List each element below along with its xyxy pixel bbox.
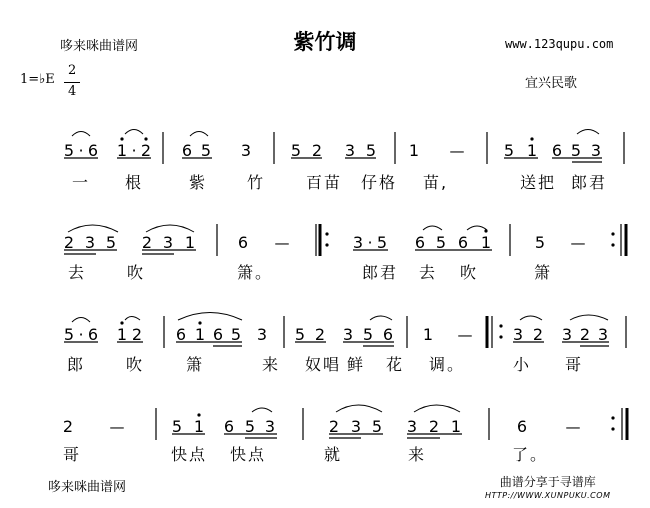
note-1-15: — [449, 142, 465, 160]
lyric-3-10: 哥 [565, 355, 584, 374]
lyric-1-1: 一 [72, 173, 91, 192]
note-1-12: 3 [344, 141, 356, 160]
note-1-11: 2 [311, 141, 323, 160]
lyric-2-7: 箫 [534, 263, 553, 282]
note-1-18: 6 [551, 141, 563, 160]
note-3-9: 5 [230, 325, 242, 344]
time-signature-bottom: 4 [68, 84, 77, 99]
octave-dot-1-17 [530, 137, 533, 140]
site-url[interactable]: www.123qupu.com [505, 37, 614, 51]
lyric-4-3: 快点 [230, 445, 267, 464]
note-2-17: — [570, 234, 586, 252]
note-3-19: 2 [532, 325, 544, 344]
note-4-5: 6 [223, 417, 235, 436]
slurs-line-4 [252, 405, 460, 412]
note-3-21: 2 [579, 325, 591, 344]
note-3-22: 3 [597, 325, 609, 344]
note-1-3: 6 [87, 141, 99, 160]
beams-line-4 [172, 434, 462, 438]
note-2-6: 1 [184, 233, 196, 252]
note-2-3: 5 [105, 233, 117, 252]
note-3-2: · [78, 325, 84, 344]
note-2-8: — [274, 234, 290, 252]
octave-dot-3-7 [198, 321, 201, 324]
note-1-19: 5 [570, 141, 582, 160]
footer-watermark-title: 曲谱分享于寻谱库 [499, 475, 596, 489]
lyric-3-1: 郎 [67, 355, 86, 374]
lyric-4-2: 快点 [171, 445, 208, 464]
lyric-1-8: 送把 [520, 173, 557, 192]
note-2-5: 3 [162, 233, 174, 252]
note-4-6: 5 [244, 417, 256, 436]
site-name-header: 哆来咪曲谱网 [60, 39, 139, 54]
beams-line-3 [64, 342, 609, 346]
note-3-12: 2 [314, 325, 326, 344]
note-1-8: 5 [200, 141, 212, 160]
note-1-10: 5 [290, 141, 302, 160]
note-3-20: 3 [561, 325, 573, 344]
lyric-4-5: 来 [408, 445, 427, 464]
note-2-15: 1 [480, 233, 492, 252]
octave-dot-1-4 [120, 137, 123, 140]
note-3-1: 5 [63, 325, 75, 344]
note-4-9: 3 [350, 417, 362, 436]
note-3-6: 6 [175, 325, 187, 344]
note-4-2: — [109, 418, 125, 436]
lyric-3-2: 吹 [126, 355, 145, 374]
note-2-7: 6 [237, 233, 249, 252]
page-title: 紫竹调 [293, 30, 357, 54]
lyric-3-8: 调。 [429, 355, 466, 374]
octave-dot-4-4 [197, 413, 200, 416]
note-3-3: 6 [87, 325, 99, 344]
note-3-15: 6 [382, 325, 394, 344]
key-signature: 1=♭E [20, 72, 55, 87]
footer-watermark-url: HTTP://WWW.XUNPUKU.COM [485, 491, 611, 500]
note-4-11: 3 [406, 417, 418, 436]
note-4-3: 5 [171, 417, 183, 436]
lyric-1-2: 根 [125, 173, 144, 192]
note-3-17: — [457, 326, 473, 344]
note-2-4: 2 [141, 233, 153, 252]
site-name-footer: 哆来咪曲谱网 [48, 480, 127, 495]
note-2-1: 2 [63, 233, 75, 252]
note-3-7: 1 [194, 325, 206, 344]
note-3-5: 2 [131, 325, 143, 344]
lyric-3-4: 来 [262, 355, 281, 374]
note-3-11: 5 [294, 325, 306, 344]
song-origin: 宜兴民歌 [525, 76, 578, 91]
slurs-line-3 [72, 313, 608, 323]
note-4-13: 1 [450, 417, 462, 436]
note-2-14: 6 [457, 233, 469, 252]
lyric-4-1: 哥 [63, 445, 82, 464]
note-1-17: 1 [526, 141, 538, 160]
slurs-line-2 [68, 225, 487, 232]
time-signature-top: 2 [68, 63, 77, 78]
lyric-3-3: 箫 [186, 355, 205, 374]
note-1-2: · [78, 141, 84, 160]
lyric-3-6: 鲜 [347, 355, 366, 374]
note-3-8: 6 [212, 325, 224, 344]
lyric-1-5: 百苗 [306, 173, 343, 192]
lyric-1-4: 竹 [247, 173, 266, 192]
note-1-16: 5 [503, 141, 515, 160]
note-3-16: 1 [422, 325, 434, 344]
lyric-3-9: 小 [513, 355, 532, 374]
note-1-4: 1 [116, 141, 128, 160]
note-4-12: 2 [428, 417, 440, 436]
slurs-line-1 [72, 130, 599, 137]
lyric-1-3: 紫 [189, 173, 208, 192]
lyric-4-4: 就 [324, 445, 343, 464]
lyric-2-6: 吹 [460, 263, 479, 282]
note-2-16: 5 [534, 233, 546, 252]
note-2-9: 3 [352, 233, 364, 252]
note-2-10: · [367, 233, 373, 252]
note-2-2: 3 [84, 233, 96, 252]
note-2-12: 6 [414, 233, 426, 252]
note-1-1: 5 [63, 141, 75, 160]
lyric-2-2: 吹 [127, 263, 146, 282]
note-4-10: 5 [371, 417, 383, 436]
lyric-1-6: 仔格 [361, 173, 398, 192]
note-1-20: 3 [590, 141, 602, 160]
note-4-1: 2 [62, 417, 74, 436]
note-2-13: 5 [435, 233, 447, 252]
lyric-1-9: 郎君 [571, 173, 608, 192]
lyric-4-6: 了。 [512, 445, 549, 464]
footer-watermark[interactable] [485, 476, 610, 502]
lyric-3-7: 花 [386, 355, 405, 374]
note-4-4: 1 [193, 417, 205, 436]
lyric-2-1: 去 [68, 263, 87, 282]
lyric-2-5: 去 [419, 263, 438, 282]
octave-dot-2-15 [484, 229, 487, 232]
note-3-4: 1 [116, 325, 128, 344]
note-3-14: 5 [362, 325, 374, 344]
note-1-9: 3 [240, 141, 252, 160]
note-4-8: 2 [328, 417, 340, 436]
note-1-6: 2 [140, 141, 152, 160]
note-3-10: 3 [256, 325, 268, 344]
note-3-13: 3 [342, 325, 354, 344]
lyric-2-4: 郎君 [362, 263, 399, 282]
octave-dot-3-4 [120, 321, 123, 324]
note-1-13: 5 [365, 141, 377, 160]
note-4-15: — [565, 418, 581, 436]
octave-dot-1-6 [144, 137, 147, 140]
note-3-18: 3 [512, 325, 524, 344]
lyric-2-3: 箫。 [237, 263, 274, 282]
note-1-5: · [131, 141, 137, 160]
note-1-7: 6 [181, 141, 193, 160]
lyric-1-7: 苗, [423, 173, 449, 192]
note-4-14: 6 [516, 417, 528, 436]
note-4-7: 3 [264, 417, 276, 436]
lyric-3-5: 奴唱 [305, 355, 342, 374]
note-1-14: 1 [408, 141, 420, 160]
note-2-11: 5 [376, 233, 388, 252]
